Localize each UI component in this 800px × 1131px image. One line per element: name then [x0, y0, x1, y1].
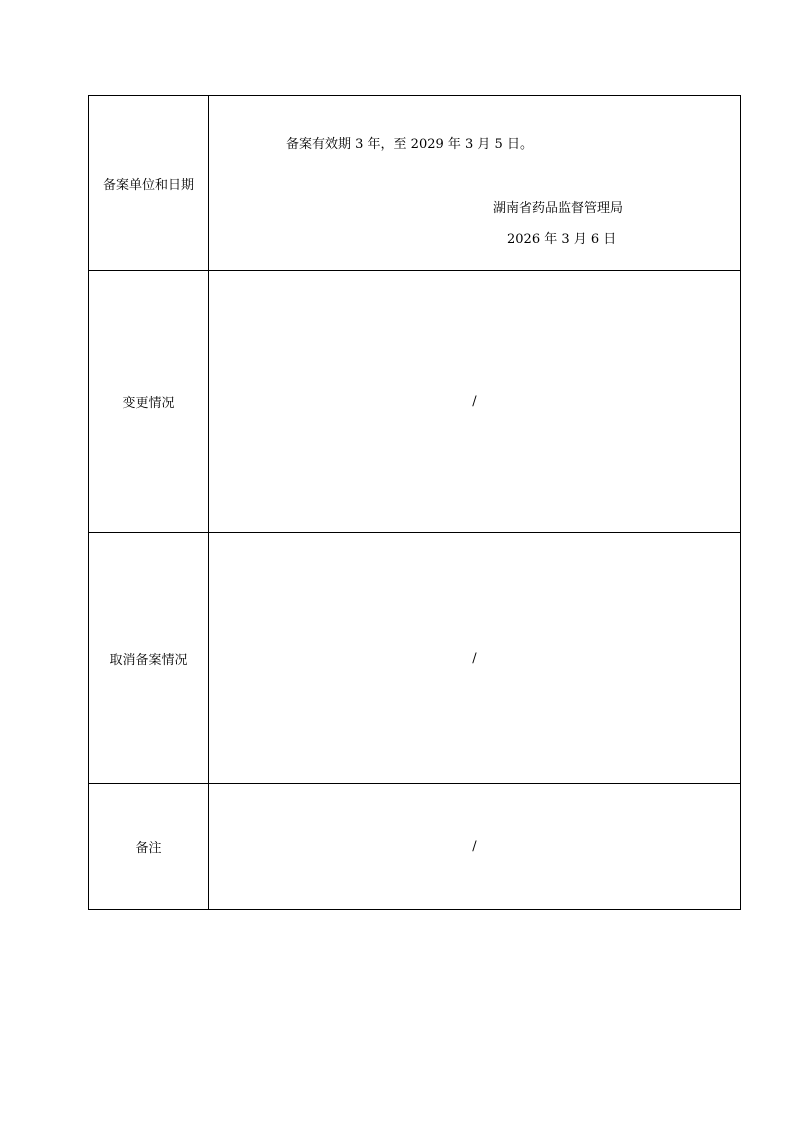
- remarks-label: 备注: [89, 784, 209, 910]
- change-status-label: 变更情况: [89, 271, 209, 533]
- filing-unit-date-row: [89, 96, 741, 271]
- filing-unit-date-label: 备案单位和日期: [89, 96, 209, 271]
- filing-unit-date-content: [209, 96, 741, 271]
- filing-date: 2026 年 3 月 6 日: [507, 232, 617, 247]
- remarks-row: [89, 784, 741, 910]
- filing-record-table: [88, 95, 741, 910]
- filing-agency-name: 湖南省药品监督管理局: [493, 201, 624, 216]
- change-status-value: /: [209, 271, 741, 533]
- cancel-filing-row: [89, 533, 741, 784]
- cancel-filing-value: /: [209, 533, 741, 784]
- change-status-row: [89, 271, 741, 533]
- validity-period-text: 备案有效期 3 年，至 2029 年 3 月 5 日。: [286, 137, 533, 152]
- remarks-value: /: [209, 784, 741, 910]
- cancel-filing-label: 取消备案情况: [89, 533, 209, 784]
